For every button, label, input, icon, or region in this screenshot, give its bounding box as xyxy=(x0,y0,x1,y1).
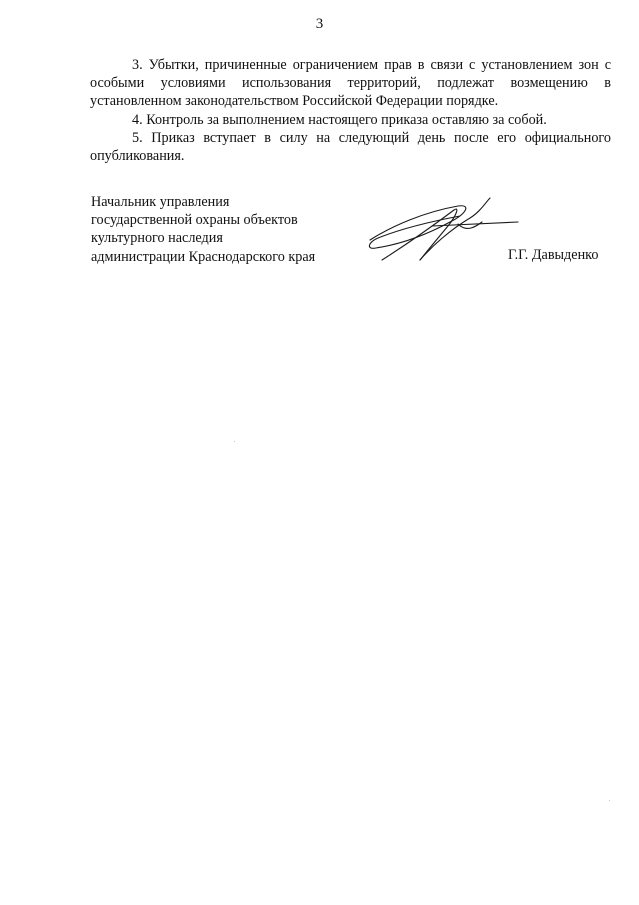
signer-name: Г.Г. Давыденко xyxy=(508,247,599,263)
scan-speck xyxy=(234,441,235,442)
document-body xyxy=(90,56,611,165)
signatory-title-line: культурного наследия xyxy=(91,230,223,247)
paragraph-5: 5. Приказ вступает в силу на следующий день после его официального опубликования. xyxy=(90,129,611,165)
paragraph-3: 3. Убытки, причиненные ограничением прав в связи с установлением зон с особыми условиями использования территорий, подлежат возмещению в установленном законодательством Российской Федерации порядке. xyxy=(90,57,611,110)
page-number: 3 xyxy=(315,16,324,32)
signatory-title-line: государственной охраны объектов xyxy=(91,212,298,229)
handwritten-signature xyxy=(362,196,520,268)
paragraph-4: 4. Контроль за выполнением настоящего приказа оставляю за собой. xyxy=(132,111,547,128)
signatory-title-line: администрации Краснодарского края xyxy=(91,248,316,265)
scan-speck xyxy=(609,800,610,801)
signatory-title-line: Начальник управления xyxy=(91,194,230,210)
signatory-title xyxy=(91,193,361,266)
